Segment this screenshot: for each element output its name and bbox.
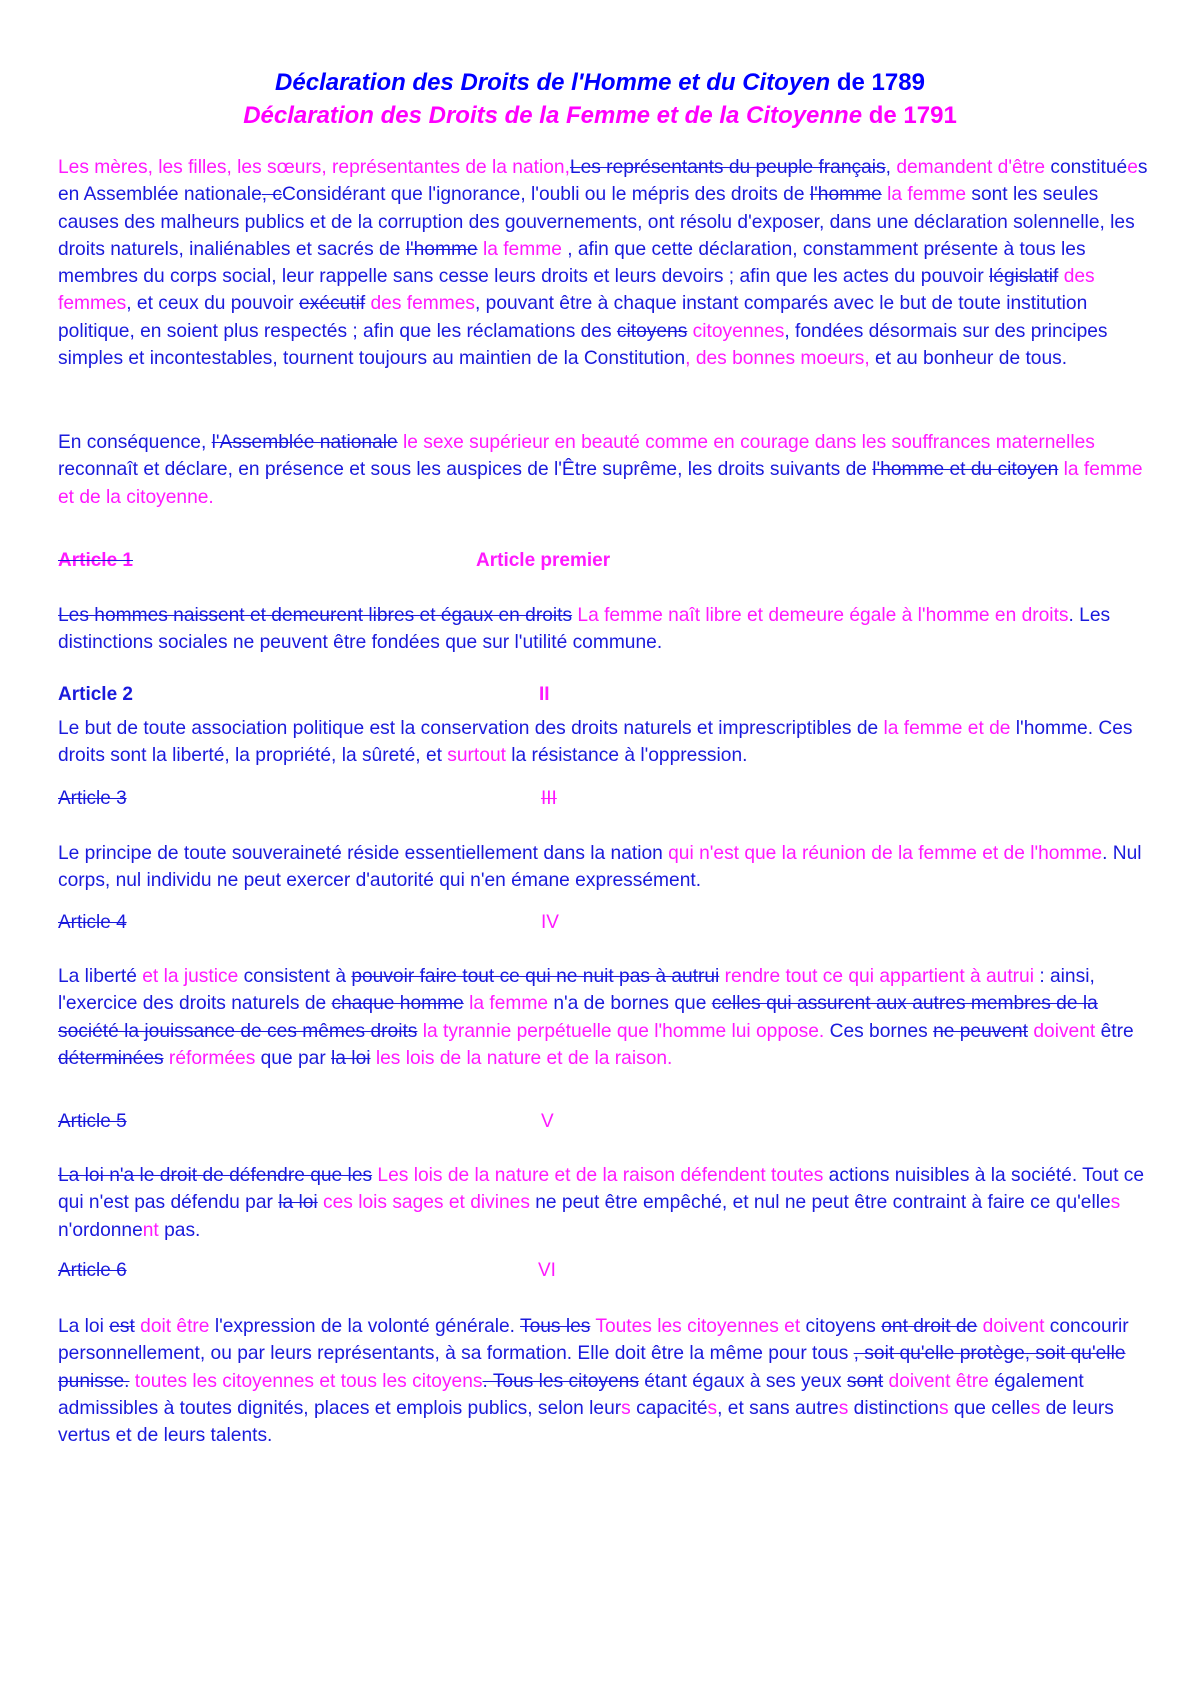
article-6-segment-inserted: s <box>1030 1397 1041 1419</box>
consequence-segment-struck: l'homme et du citoyen <box>872 459 1059 481</box>
article-4-segment-inserted: la femme <box>463 993 549 1015</box>
article-4-segment-struck: la loi <box>331 1047 371 1069</box>
article-4-segment-struck: pouvoir faire tout ce qui ne nuit pas à autrui <box>351 966 720 987</box>
article-5-segment-original: ne peut être empêché, et nul ne peut être contraint à faire ce qu'elle <box>529 1192 1111 1214</box>
article-2-right-heading: II <box>539 684 550 705</box>
article-6-segment-struck: . Tous les citoyens <box>482 1370 639 1392</box>
article-2-segment-original: Le but de toute association politique est la conservation des droits naturels et imprescriptibles de <box>58 718 884 739</box>
consequence-segment-inserted: le sexe supérieur en beauté comme en courage dans les souffrances maternelles <box>397 432 1095 453</box>
article-6-segment-inserted: s <box>707 1397 718 1419</box>
article-6-segment-struck: ont droit de <box>881 1316 978 1337</box>
article-4-segment-original: que par <box>255 1047 332 1069</box>
article-1-segment-inserted: La femme naît libre et demeure égale à l'homme en droits <box>572 605 1069 626</box>
article-6-segment-inserted: toutes les citoyennes et tous les citoyens <box>129 1370 483 1392</box>
article-5-segment-original: n'ordonne <box>58 1219 143 1241</box>
article-5-left-heading: Article 5 <box>58 1111 127 1132</box>
article-4-left-heading: Article 4 <box>58 912 127 933</box>
preamble-segment-original: Considérant que l'ignorance, l'oubli ou le mépris des droits de <box>282 184 810 206</box>
article-4-segment-original: à <box>329 966 352 987</box>
article-6-segment-struck: , soit qu'elle protège, soit qu'elle punisse. <box>58 1343 1126 1392</box>
article-6-segment-inserted: doit être <box>134 1316 210 1337</box>
preamble-segment-struck: l'homme <box>405 238 478 260</box>
article-4-segment-inserted: rendre tout ce qui appartient à autrui <box>719 966 1034 987</box>
article-4-segment-inserted: doivent <box>1028 1020 1096 1042</box>
title-1791-emphasis: Déclaration des Droits de la Femme et de la Citoyenne <box>243 102 863 129</box>
title-1789-emphasis: Déclaration des Droits de l'Homme et du Citoyen <box>275 69 831 96</box>
article-5-segment-inserted: nt <box>142 1219 159 1241</box>
article-1-left-heading: Article 1 <box>58 550 133 571</box>
article-6-segment-original: citoyens <box>805 1316 882 1337</box>
article-4-segment-original: consistent <box>238 966 330 987</box>
article-1-right-heading: Article premier <box>476 550 611 571</box>
preamble-segment-inserted: la femme <box>881 184 967 206</box>
preamble-segment-original: , et ceux du pouvoir <box>126 293 300 315</box>
article-5-segment-inserted: Les lois de la nature et de la raison défendent toutes <box>372 1165 824 1186</box>
article-5-segment-struck: La loi n'a le droit de défendre que les <box>58 1165 373 1186</box>
preamble-segment-original: et au bonheur de tous. <box>869 348 1068 370</box>
consequence-segment-inserted: la femme et de la citoyenne. <box>58 459 1143 508</box>
preamble-segment-inserted: citoyennes <box>687 320 785 342</box>
article-4-segment-inserted: et la justice <box>142 966 239 987</box>
article-6-segment-struck: Tous les <box>520 1316 591 1337</box>
article-1-segment-struck: Les hommes naissent et demeurent libres et égaux en droits <box>58 605 573 626</box>
preamble-segment-inserted: Les mères, les filles, les sœurs, représentantes de la nation, <box>58 157 570 178</box>
article-4-right-heading: IV <box>541 912 559 933</box>
article-4-segment-original: Ces bornes <box>824 1020 934 1042</box>
article-5-segment-inserted: s <box>1110 1192 1121 1214</box>
article-5-segment-original: actions nuisibles à la société. Tout ce qui n'est pas défendu par <box>58 1165 1144 1214</box>
article-5-segment-struck: la loi <box>278 1192 318 1214</box>
article-1-segment-original: . Les distinctions sociales ne peuvent être fondées que sur l'utilité commune. <box>58 605 1111 654</box>
article-1-body <box>58 602 1148 657</box>
article-6-segment-struck: est <box>109 1316 135 1337</box>
consequence-segment-struck: l'Assemblée nationale <box>211 432 398 453</box>
article-4-segment-struck: déterminées <box>58 1047 164 1069</box>
article-6-segment-original: distinction <box>848 1397 939 1419</box>
article-6-segment-original: l'expression de la volonté générale. <box>209 1316 520 1337</box>
preamble-segment-original: , fondées désormais sur des principes simples et incontestables, tournent toujours au maintien de la Constitution <box>58 320 1108 370</box>
preamble-segment-original: , afin que cette déclaration, constamment présente à tous les membres du corps social, leur rappelle sans cesse leurs droits et leurs devoirs ; afin que les actes du pouvoir <box>58 238 1086 288</box>
article-4-segment-struck: chaque homme <box>331 993 464 1015</box>
article-2-left-heading: Article 2 <box>58 684 133 705</box>
title-1789 <box>0 66 1200 99</box>
preamble-segment-original: , <box>885 157 897 178</box>
article-4-segment-original: n'a de bornes que <box>548 993 712 1015</box>
preamble-segment-original: , pouvant être à chaque instant comparés avec le but de toute institution politique, en soient plus respectés ; afin que les réclamations des <box>58 293 1088 342</box>
article-3-left-heading: Article 3 <box>58 788 127 809</box>
article-3-body <box>58 840 1148 895</box>
article-6-segment-inserted: doivent <box>977 1316 1045 1337</box>
preamble-segment-struck: l'homme <box>809 184 882 206</box>
preamble-segment-inserted: la femme <box>477 238 562 260</box>
article-4-body <box>58 963 1148 1072</box>
article-6-segment-original: , et sans autre <box>717 1397 839 1419</box>
article-4-segment-original: La liberté <box>58 966 143 987</box>
article-6-segment-inserted: doivent être <box>883 1370 989 1392</box>
preamble-segment-struck: citoyens <box>616 320 688 342</box>
article-2-segment-inserted: la femme et de <box>883 718 1011 739</box>
article-6-segment-original: étant égaux à ses yeux <box>638 1370 847 1392</box>
article-6-segment-original: de leurs vertus et de leurs talents. <box>58 1397 1114 1447</box>
article-4-segment-inserted: réformées <box>163 1047 256 1069</box>
article-4-segment-struck: ne peuvent <box>933 1020 1029 1042</box>
preamble-segment-struck: , c <box>261 184 283 206</box>
title-1791 <box>0 99 1200 132</box>
article-6-segment-struck: sont <box>846 1370 884 1392</box>
article-6-segment-original: également admissibles à toutes dignités, places et emplois publics, selon leur <box>58 1370 1084 1419</box>
preamble-segment-original: s en Assemblée nationale <box>58 157 1148 206</box>
article-4-segment-struck: celles qui assurent aux autres membres de la société la jouissance de ces mêmes droits <box>58 993 1098 1042</box>
article-2-body <box>58 715 1148 770</box>
article-2-segment-original: l'homme. Ces droits sont la liberté, la propriété, la sûreté, et <box>58 718 1133 767</box>
article-5-body <box>58 1162 1148 1244</box>
article-4-segment-inserted: la tyrannie perpétuelle que l'homme lui oppose. <box>417 1020 825 1042</box>
preamble-segment-original: constitué <box>1050 157 1128 178</box>
title-1791-year: de 1791 <box>862 102 957 129</box>
article-6-segment-original: que celle <box>948 1397 1031 1419</box>
consequence-segment-original: En conséquence, <box>58 432 212 453</box>
preamble-segment-inserted: des femmes <box>58 266 1095 315</box>
article-5-segment-original: pas. <box>158 1219 201 1241</box>
article-4-segment-original: être <box>1095 1020 1134 1042</box>
article-6-body <box>58 1313 1148 1449</box>
article-6-right-heading: VI <box>538 1260 556 1281</box>
article-3-segment-original: . Nul corps, nul individu ne peut exercer d'autorité qui n'en émane expressément. <box>58 843 1142 892</box>
preamble-segment-struck: exécutif <box>299 293 366 315</box>
consequence-paragraph <box>58 429 1148 511</box>
preamble-segment-original: sont les seules causes des malheurs publics et de la corruption des gouvernements, ont résolu d'exposer, dans une déclaration solennelle, les droits naturels, inaliénables et sacrés de <box>58 184 1135 260</box>
preamble-segment-inserted: e <box>1127 157 1138 178</box>
preamble-paragraph <box>58 154 1148 372</box>
consequence-segment-original: reconnaît et déclare, en présence et sous les auspices de l'Être suprême, les droits suivants de <box>58 459 873 481</box>
article-6-segment-original: capacité <box>630 1397 708 1419</box>
article-6-segment-inserted: Toutes les citoyennes et <box>590 1316 806 1337</box>
article-5-segment-inserted: ces lois sages et divines <box>317 1192 530 1214</box>
article-6-left-heading: Article 6 <box>58 1260 127 1281</box>
preamble-segment-struck: législatif <box>989 266 1059 288</box>
article-6-segment-original: La loi <box>58 1316 110 1337</box>
preamble-segment-inserted: demandent d'être <box>896 157 1051 178</box>
article-5-right-heading: V <box>541 1111 554 1132</box>
title-1789-year: de 1789 <box>830 69 925 96</box>
article-6-segment-original: concourir personnellement, ou par leurs représentants, à sa formation. Elle doit être la même pour tous <box>58 1316 1129 1365</box>
article-2-segment-inserted: surtout <box>447 745 506 767</box>
article-3-segment-inserted: qui n'est que la réunion de la femme et de l'homme <box>668 843 1103 864</box>
article-6-segment-inserted: s <box>838 1397 849 1419</box>
article-2-segment-original: la résistance à l'oppression. <box>505 745 748 767</box>
article-3-segment-original: Le principe de toute souveraineté réside essentiellement dans la nation <box>58 843 669 864</box>
preamble-segment-inserted: , des bonnes moeurs, <box>685 348 870 370</box>
article-4-segment-original: : ainsi, l'exercice des droits naturels de <box>58 966 1095 1015</box>
article-6-segment-inserted: s <box>621 1397 631 1419</box>
article-4-segment-inserted: les lois de la nature et de la raison. <box>370 1047 673 1069</box>
article-3-right-heading: III <box>541 788 557 809</box>
preamble-segment-inserted: des femmes <box>365 293 476 315</box>
article-6-segment-inserted: s <box>938 1397 949 1419</box>
preamble-segment-struck: Les représentants du peuple français <box>569 157 886 178</box>
